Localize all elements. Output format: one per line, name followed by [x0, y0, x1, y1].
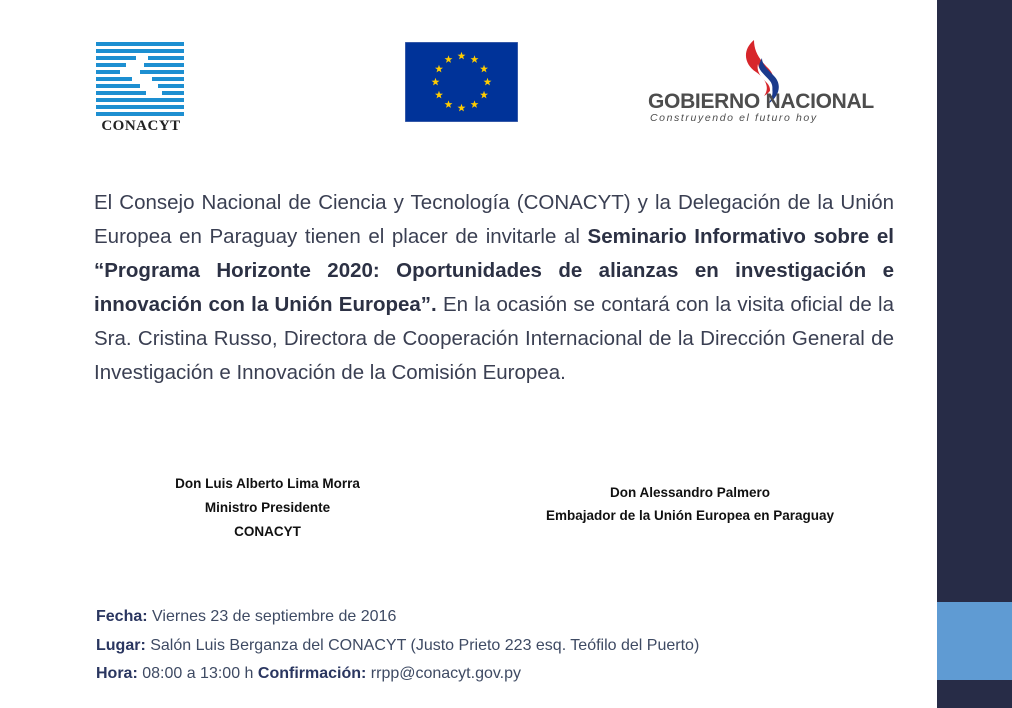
- detail-hora: [96, 660, 916, 689]
- signatory-left: [140, 472, 395, 544]
- conacyt-logo: [95, 42, 187, 134]
- signatory-left-name: Don Luis Alberto Lima Morra: [175, 476, 360, 491]
- fecha-value: Viernes 23 de septiembre de 2016: [147, 608, 397, 625]
- gobierno-logo-text: GOBIERNO NACIONAL: [648, 90, 874, 113]
- side-accent-block: [937, 602, 1012, 680]
- detail-lugar: [96, 632, 916, 661]
- invitation-intro: El Consejo Nacional de Ciencia y Tecnología (CONACYT) y la Delegación de la Unión Europea en Paraguay tienen el placer de invitarle al: [94, 191, 894, 248]
- confirmacion-label: Confirmación:: [257, 665, 367, 682]
- conacyt-logo-text: CONACYT: [101, 118, 181, 134]
- signatory-left-role: Ministro Presidente: [204, 500, 331, 515]
- gobierno-nacional-logo: [648, 38, 893, 126]
- event-title: Seminario Informativo sobre el “Programa Horizonte 2020: Oportunidades de alianzas en investigación e innovación con la Unión Europea”.: [94, 225, 894, 316]
- invitation-visit: En la ocasión se contará con la visita oficial de la Sra. Cristina Russo, Directora de Cooperación Internacional de la Dirección General de Investigación e Innovación de la Comisión Europea.: [94, 293, 894, 384]
- signatory-left-org: CONACYT: [234, 524, 301, 539]
- event-details: [96, 603, 916, 689]
- conacyt-stripes-icon: [96, 42, 184, 117]
- signatory-right: [540, 482, 840, 527]
- invitation-paragraph: [94, 186, 894, 390]
- gobierno-logo-tagline: Construyendo el futuro hoy: [650, 112, 818, 124]
- fecha-label: Fecha:: [96, 608, 148, 625]
- hora-label: Hora:: [96, 665, 138, 682]
- signatory-right-role: Embajador de la Unión Europea en Paraguay: [545, 507, 835, 523]
- eu-flag-logo: [405, 42, 518, 122]
- hora-value: 08:00 a 13:00 h: [137, 665, 258, 682]
- eu-flag-icon: [405, 42, 518, 122]
- lugar-label: Lugar:: [96, 636, 146, 654]
- detail-fecha: [96, 603, 916, 632]
- lugar-value: Salón Luis Berganza del CONACYT (Justo Prieto 223 esq. Teófilo del Puerto): [145, 636, 700, 654]
- confirmacion-email[interactable]: rrpp@conacyt.gov.py: [366, 665, 522, 682]
- signatory-right-name: Don Alessandro Palmero: [609, 485, 771, 500]
